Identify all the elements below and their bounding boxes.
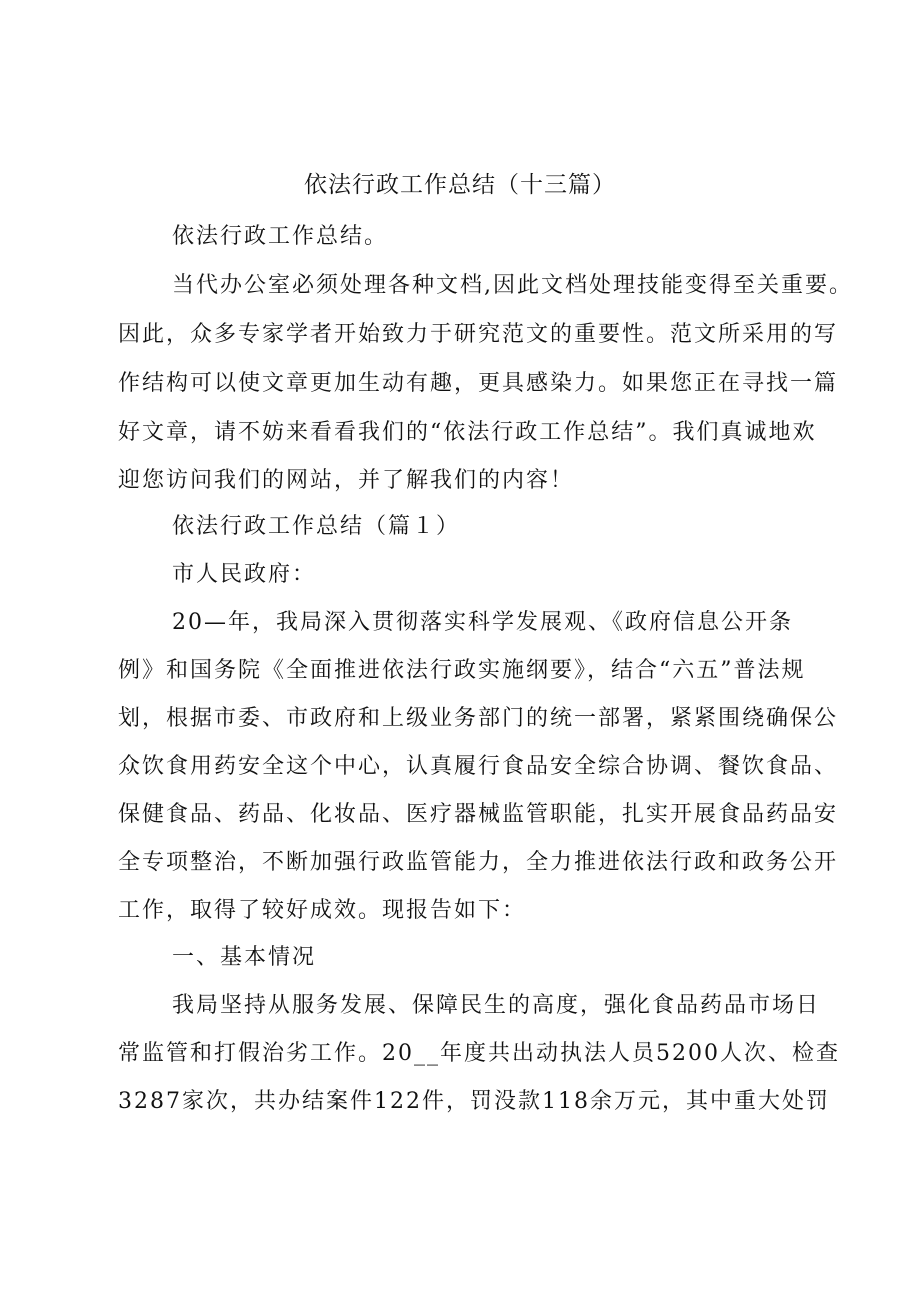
document-title: 依法行政工作总结（十三篇） [304, 172, 616, 198]
paragraph-line: 常监管和打假治劣工作。20__年度共出动执法人员5200人次、检查 [118, 1041, 840, 1066]
paragraph-line: 好文章，请不妨来看看我们的“依法行政工作总结”。我们真诚地欢 [118, 420, 817, 445]
paragraph-line: 例》和国务院《全面推进依法行政实施纲要》，结合“六五”普法规 [118, 658, 806, 683]
paragraph-line: 保健食品、药品、化妆品、医疗器械监管职能，扎实开展食品药品安 [118, 802, 839, 827]
section-heading: 一、基本情况 [172, 945, 317, 970]
paragraph-line: 迎您访问我们的网站，并了解我们的内容！ [118, 468, 575, 493]
paragraph-line: 我局坚持从服务发展、保障民生的高度，强化食品药品市场日 [172, 993, 821, 1018]
paragraph-line: 划，根据市委、市政府和上级业务部门的统一部署，紧紧围绕确保公 [118, 706, 839, 731]
paragraph-line: 全专项整治，不断加强行政监管能力，全力推进依法行政和政务公开 [118, 850, 839, 875]
paragraph-line: 依法行政工作总结。 [172, 224, 389, 249]
paragraph-line: 众饮食用药安全这个中心，认真履行食品安全综合协调、餐饮食品、 [118, 754, 839, 779]
paragraph-line: 因此，众多专家学者开始致力于研究范文的重要性。范文所采用的写 [118, 322, 839, 347]
paragraph-line: 20—年，我局深入贯彻落实科学发展观、《政府信息公开条 [172, 610, 793, 635]
paragraph-line: 3287家次，共办结案件122件，罚没款118余万元，其中重大处罚 [118, 1089, 830, 1114]
salutation: 市人民政府： [172, 562, 317, 587]
section-heading: 依法行政工作总结（篇１） [172, 514, 461, 539]
paragraph-line: 工作，取得了较好成效。现报告如下： [118, 898, 527, 923]
paragraph-line: 当代办公室必须处理各种文档,因此文档处理技能变得至关重要。 [172, 273, 853, 298]
paragraph-line: 作结构可以使文章更加生动有趣，更具感染力。如果您正在寻找一篇 [118, 371, 839, 396]
